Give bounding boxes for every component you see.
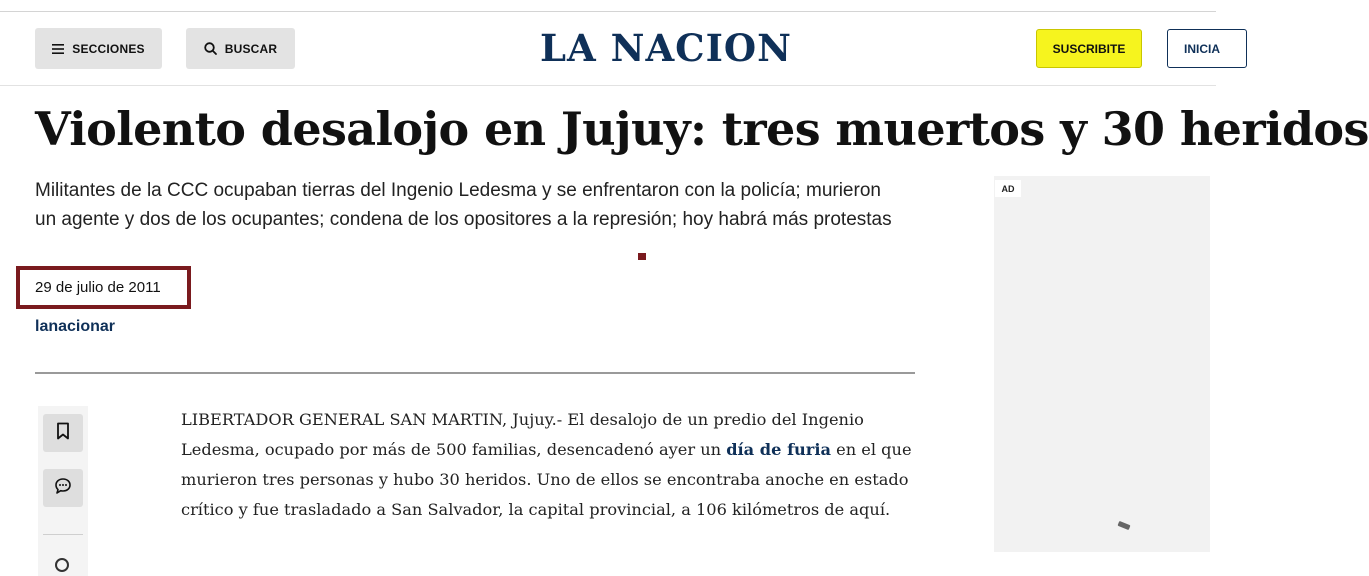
bookmark-icon xyxy=(56,422,70,445)
site-logo[interactable]: LA NACION xyxy=(540,26,792,70)
ad-slot[interactable] xyxy=(994,176,1210,552)
content-divider xyxy=(35,372,915,374)
buscar-label: BUSCAR xyxy=(224,41,278,56)
login-button[interactable]: INICIA xyxy=(1167,29,1247,68)
hamburger-icon xyxy=(52,44,64,54)
dia-de-furia-link[interactable]: día de furia xyxy=(726,440,831,459)
article-headline: Violento desalojo en Jujuy: tres muertos y 30 heridos xyxy=(35,102,1369,156)
article-author-link[interactable]: lanacionar xyxy=(35,318,116,335)
comment-icon xyxy=(54,477,72,500)
body-text-end: en el que murieron tres personas y hubo 30 heridos. Uno de ellos se encontraba anoche en estado crítico y fue trasladado a San Salvador, la capital provincial, a 106 kilómetros de aquí. xyxy=(181,440,912,519)
buscar-button[interactable] xyxy=(186,28,295,69)
secciones-label: SECCIONES xyxy=(72,41,145,56)
article-subtitle: Militantes de la CCC ocupaban tierras del Ingenio Ledesma y se enfrentaron con la policía; murieron un agente y dos de los ocupantes; condena de los opositores a la represión; hoy habrá más protestas xyxy=(35,180,892,230)
search-icon xyxy=(204,42,217,55)
secciones-button[interactable] xyxy=(35,28,162,69)
share-icon[interactable] xyxy=(55,558,69,572)
article-date: 29 de julio de 2011 xyxy=(35,279,161,296)
article-body xyxy=(181,405,916,525)
tools-separator xyxy=(43,534,83,535)
highlight-mark xyxy=(638,253,646,260)
comment-button[interactable] xyxy=(43,469,83,507)
body-text-start: LIBERTADOR GENERAL SAN MARTIN, Jujuy.- El desalojo de un predio del Ingenio Ledesma, ocupado por más de 500 familias, desencadenó ayer un xyxy=(181,410,864,459)
top-rule xyxy=(0,11,1216,12)
ad-label: AD xyxy=(995,180,1021,197)
bookmark-button[interactable] xyxy=(43,414,83,452)
suscribite-button[interactable]: SUSCRIBITE xyxy=(1036,29,1142,68)
header-divider xyxy=(0,85,1216,86)
